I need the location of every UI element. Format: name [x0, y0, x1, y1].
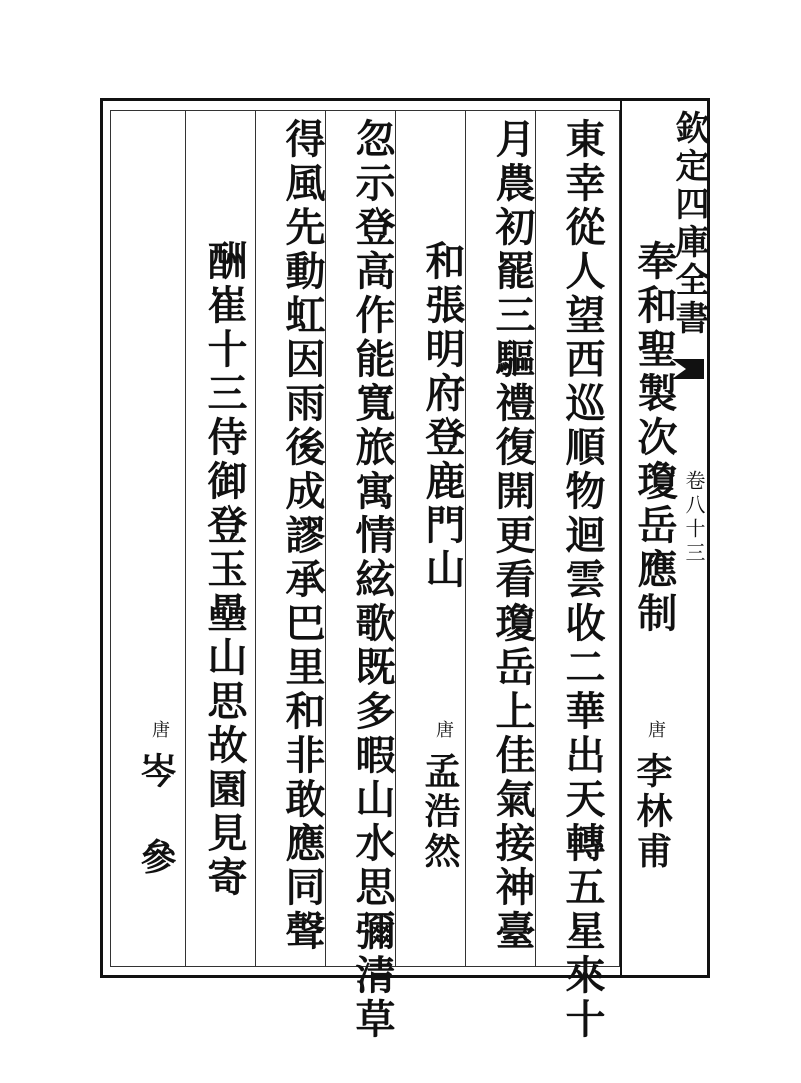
margin-volume: 卷八十三 — [682, 470, 706, 566]
margin-book-title: 欽定四庫全書 — [669, 110, 709, 338]
author-name: 岑 參 — [135, 752, 177, 878]
column-rule — [185, 110, 186, 967]
poem-line: 得風先動虹因雨後成謬承巴里和非敢應同聲 — [279, 118, 326, 954]
author-name: 李林甫 — [631, 752, 673, 872]
poem-title: 奉和聖製次瓊岳應制 — [631, 240, 678, 636]
dynasty-label: 唐 — [433, 720, 454, 742]
poem-line: 東幸從人望西巡順物迴雲收二華出天轉五星來十 — [559, 118, 606, 1042]
poem-line: 忽示登高作能寬旅寓情絃歌既多暇山水思彌清草 — [349, 118, 396, 1042]
poem-line: 月農初罷三驅禮復開更看瓊岳上佳氣接神臺 — [489, 118, 536, 954]
poem-title: 和張明府登鹿門山 — [419, 240, 466, 592]
dynasty-label: 唐 — [149, 720, 170, 742]
column-rule — [255, 110, 256, 967]
dynasty-label: 唐 — [645, 720, 666, 742]
author-name: 孟浩然 — [419, 752, 461, 872]
poem-title: 酬崔十三侍御登玉壘山思故園見寄 — [201, 240, 248, 900]
